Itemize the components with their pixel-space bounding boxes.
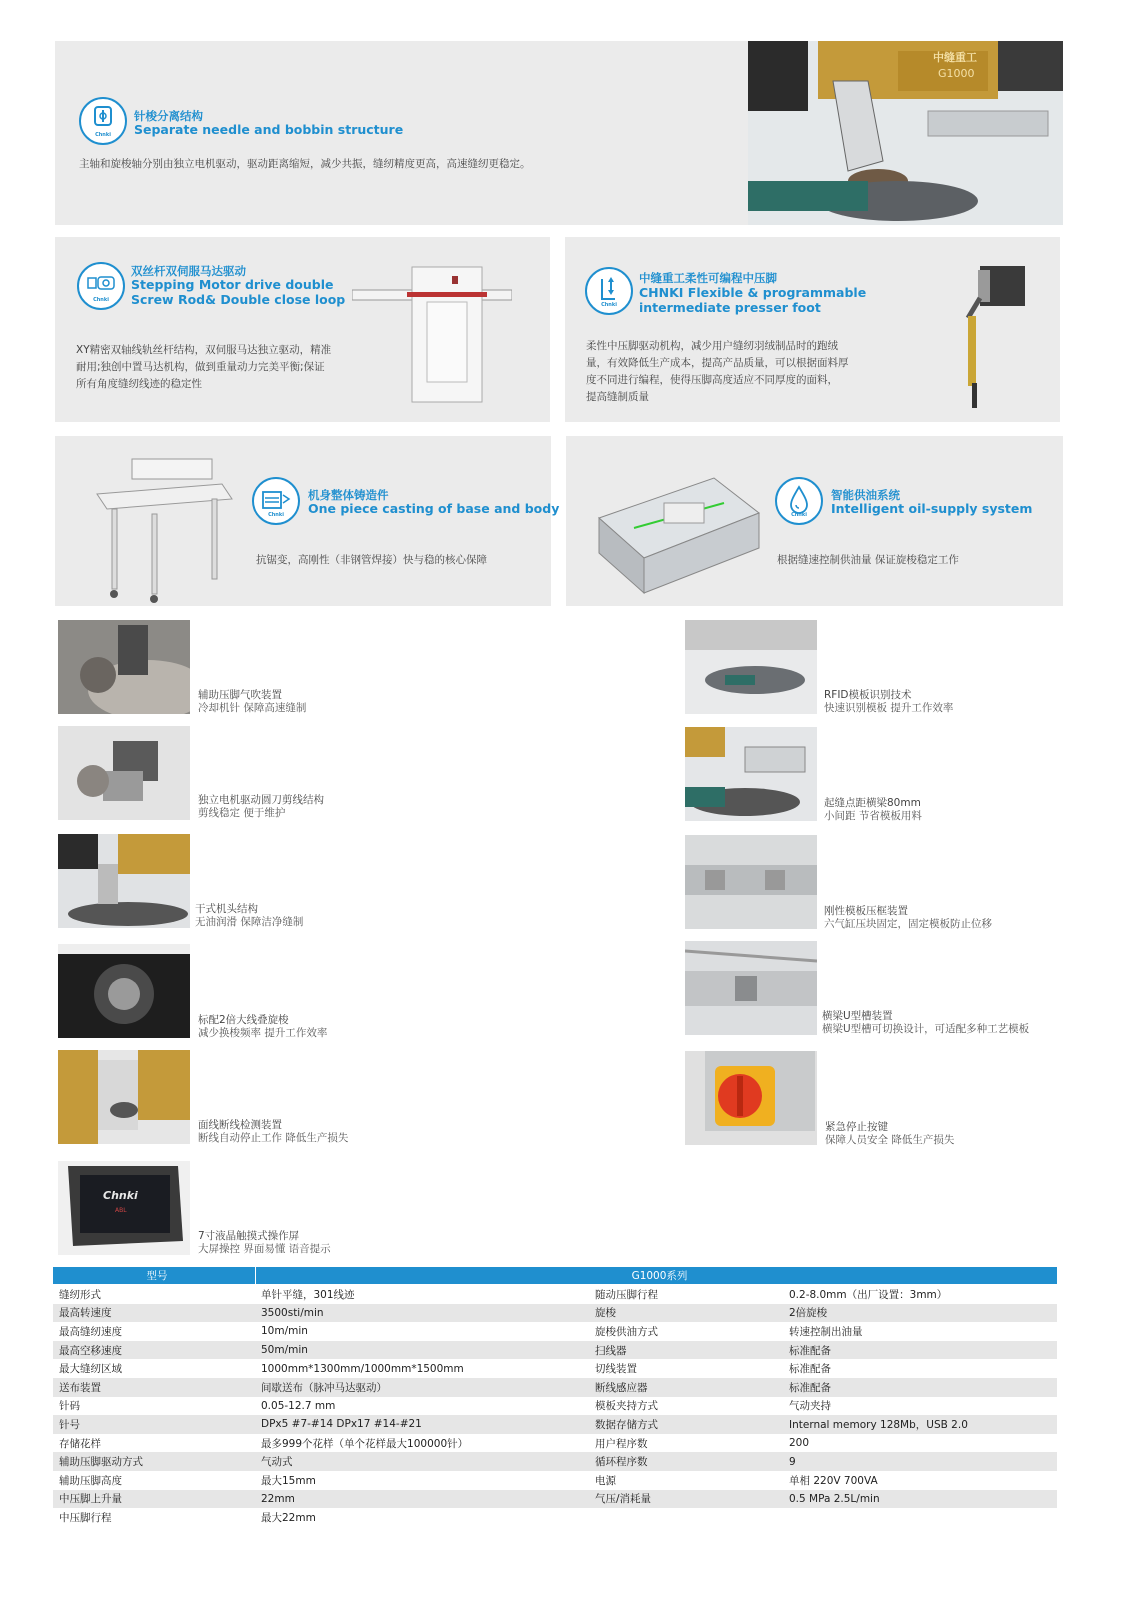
- start-point-title: 起缝点距横梁80mm: [824, 797, 921, 809]
- spec-label-cell: 辅助压脚驱动方式: [53, 1452, 255, 1471]
- spec-label-cell: 送布装置: [53, 1378, 255, 1397]
- spec-label-cell: 缝纫形式: [53, 1285, 255, 1304]
- spec-value-cell: 0.5 MPa 2.5L/min: [783, 1490, 1057, 1509]
- spec-label-cell: 电源: [589, 1471, 783, 1490]
- presser-foot-desc-4: 提高缝制质量: [586, 391, 649, 403]
- spec-value-cell: 1000mm*1300mm/1000mm*1500mm: [255, 1359, 589, 1378]
- u-groove-sub: 横梁U型槽可切换设计，可适配多种工艺模板: [822, 1023, 1030, 1035]
- needle-bobbin-title-zh: 针梭分离结构: [134, 109, 203, 123]
- spec-label-cell: 随动压脚行程: [589, 1285, 783, 1304]
- presser-foot-desc-3: 度不同进行编程，使得压脚高度适应不同厚度的面料，: [586, 374, 838, 386]
- emergency-stop-title: 紧急停止按键: [825, 1121, 888, 1133]
- machine-brand-label: 中缝重工: [933, 51, 977, 64]
- icon-brand-label: Chnki: [93, 297, 109, 303]
- spec-row: [53, 1322, 1057, 1341]
- spec-row: [53, 1359, 1057, 1378]
- spec-value-cell: 最大15mm: [255, 1471, 589, 1490]
- spec-table: [53, 1267, 1057, 1284]
- spec-value-cell: 3500sti/min: [255, 1304, 589, 1323]
- needle-bobbin-desc: 主轴和旋梭轴分别由独立电机驱动，驱动距离缩短，减少共振，缝纫精度更高，高速缝纫更稳定。: [79, 158, 531, 170]
- oil-drop-icon: [775, 477, 823, 525]
- spec-value-cell: [783, 1508, 1057, 1527]
- spec-table-body: [53, 1285, 1057, 1527]
- knife-cutter-title: 独立电机驱动圆刀剪线结构: [198, 794, 324, 806]
- spec-row: [53, 1285, 1057, 1304]
- oil-title-en: Intelligent oil-supply system: [831, 501, 1033, 516]
- screen-sub: ABL: [115, 1207, 127, 1214]
- spec-label-cell: 中压脚行程: [53, 1508, 255, 1527]
- machine-frame-photo: [92, 454, 237, 604]
- spec-label-cell: 循环程序数: [589, 1452, 783, 1471]
- spec-label-cell: 针号: [53, 1415, 255, 1434]
- machine-head-photo: [748, 41, 1063, 225]
- spec-label-cell: 旋梭供油方式: [589, 1322, 783, 1341]
- rotary-hook-sub: 减少换梭频率 提升工作效率: [198, 1027, 328, 1039]
- icon-brand-label: Chnki: [791, 512, 807, 518]
- screw-rod-desc-3: 所有角度缝纫线迹的稳定性: [76, 378, 202, 390]
- spec-row: [53, 1415, 1057, 1434]
- thumb-rotary-hook: [58, 944, 190, 1038]
- spec-label-cell: 旋梭: [589, 1304, 783, 1323]
- presser-foot-icon: [585, 267, 633, 315]
- spec-label-cell: 存储花样: [53, 1434, 255, 1453]
- needle-bobbin-title-en: Separate needle and bobbin structure: [134, 122, 404, 137]
- spec-value-cell: 200: [783, 1434, 1057, 1453]
- spec-value-cell: 50m/min: [255, 1341, 589, 1360]
- thumb-touch-screen: [58, 1161, 190, 1255]
- spec-label-cell: 针码: [53, 1397, 255, 1416]
- spec-label-cell: 切线装置: [589, 1359, 783, 1378]
- casting-desc: 抗锯变，高刚性（非钢管焊接）快与稳的核心保障: [256, 554, 487, 566]
- spec-value-cell: 标准配备: [783, 1378, 1057, 1397]
- spec-value-cell: 气动式: [255, 1452, 589, 1471]
- thumb-dry-head: [58, 834, 190, 928]
- casting-icon: [252, 477, 300, 525]
- spec-row: [53, 1434, 1057, 1453]
- screw-rod-desc-1: XY精密双轴线轨丝杆结构，双伺服马达独立驱动，精准: [76, 344, 332, 356]
- icon-brand-label: Chnki: [601, 302, 617, 308]
- thumb-clamp-frame: [685, 835, 817, 929]
- touch-screen-sub: 大屏操控 界面易懂 语音提示: [198, 1243, 331, 1255]
- spec-value-cell: 0.2-8.0mm（出厂设置：3mm）: [783, 1285, 1057, 1304]
- presser-foot-motor-photo: [950, 258, 1040, 413]
- spec-value-cell: Internal memory 128Mb，USB 2.0: [783, 1415, 1057, 1434]
- spec-value-cell: 最大22mm: [255, 1508, 589, 1527]
- spec-label-cell: 模板夹持方式: [589, 1397, 783, 1416]
- spec-value-cell: 单相 220V 700VA: [783, 1471, 1057, 1490]
- spec-value-cell: 0.05-12.7 mm: [255, 1397, 589, 1416]
- spec-row: [53, 1378, 1057, 1397]
- thumb-emergency-stop: [685, 1051, 817, 1145]
- spec-value-cell: 标准配备: [783, 1359, 1057, 1378]
- spec-label-cell: 最高缝纫速度: [53, 1322, 255, 1341]
- spec-value-cell: DPx5 #7-#14 DPx17 #14-#21: [255, 1415, 589, 1434]
- spec-value-cell: 22mm: [255, 1490, 589, 1509]
- spec-value-cell: 最多999个花样（单个花样最大100000针）: [255, 1434, 589, 1453]
- air-blow-sub: 冷却机针 保障高速缝制: [198, 702, 307, 714]
- xy-frame-photo: [352, 262, 512, 410]
- rfid-title: RFID模板识别技术: [824, 689, 912, 701]
- spec-row: [53, 1341, 1057, 1360]
- rfid-sub: 快速识别模板 提升工作效率: [824, 702, 954, 714]
- spec-row: [53, 1397, 1057, 1416]
- thumb-rfid: [685, 620, 817, 714]
- presser-foot-title-zh: 中缝重工柔性可编程中压脚: [639, 271, 777, 285]
- screw-rod-icon: [77, 262, 125, 310]
- screw-rod-title-en-1: Stepping Motor drive double: [131, 277, 334, 292]
- dry-head-sub: 无油润滑 保障洁净缝制: [195, 916, 304, 928]
- thumb-air-blow: [58, 620, 190, 714]
- presser-foot-desc-2: 量，有效降低生产成本，提高产品质量，可以根据面料厚: [586, 357, 849, 369]
- spec-label-cell: 用户程序数: [589, 1434, 783, 1453]
- thread-break-title: 面线断线检测装置: [198, 1119, 282, 1131]
- machine-model-label: G1000: [938, 67, 975, 80]
- thumb-thread-break: [58, 1050, 190, 1144]
- oil-desc: 根据缝速控制供油量 保证旋梭稳定工作: [777, 554, 959, 566]
- spec-label-cell: 辅助压脚高度: [53, 1471, 255, 1490]
- icon-brand-label: Chnki: [95, 132, 111, 138]
- spec-table-header: [53, 1267, 1057, 1284]
- oil-system-photo: [594, 458, 764, 600]
- knife-cutter-sub: 剪线稳定 便于维护: [198, 807, 286, 819]
- spec-header-label: 型号: [53, 1267, 256, 1284]
- casting-title-en: One piece casting of base and body: [308, 501, 560, 516]
- screw-rod-desc-2: 耐用;独创中置马达机构，做到重量动力完美平衡;保证: [76, 361, 325, 373]
- spec-label-cell: 数据存储方式: [589, 1415, 783, 1434]
- spec-value-cell: 标准配备: [783, 1341, 1057, 1360]
- screw-rod-title-en-2: Screw Rod& Double close loop: [131, 292, 346, 307]
- spec-value-cell: 气动夹持: [783, 1397, 1057, 1416]
- oil-title-zh: 智能供油系统: [831, 488, 900, 502]
- spec-value-cell: 2倍旋梭: [783, 1304, 1057, 1323]
- dry-head-title: 干式机头结构: [195, 903, 258, 915]
- thumb-knife-cutter: [58, 726, 190, 820]
- rotary-hook-title: 标配2倍大线叠旋梭: [198, 1014, 289, 1026]
- spec-label-cell: [589, 1508, 783, 1527]
- touch-screen-title: 7寸液晶触摸式操作屏: [198, 1230, 300, 1242]
- spec-label-cell: 最大缝纫区域: [53, 1359, 255, 1378]
- spec-label-cell: 最高空移速度: [53, 1341, 255, 1360]
- spec-label-cell: 气压/消耗量: [589, 1490, 783, 1509]
- start-point-sub: 小间距 节省模板用料: [824, 810, 922, 822]
- spec-label-cell: 扫线器: [589, 1341, 783, 1360]
- presser-foot-title-en-1: CHNKI Flexible & programmable: [639, 285, 867, 300]
- emergency-stop-sub: 保障人员安全 降低生产损失: [825, 1134, 955, 1146]
- spec-value-cell: 单针平缝，301线迹: [255, 1285, 589, 1304]
- presser-foot-desc-1: 柔性中压脚驱动机构，减少用户缝纫羽绒制品时的跑绒: [586, 340, 838, 352]
- spec-header-value: G1000系列: [256, 1267, 1058, 1284]
- clamp-frame-title: 刚性模板压框装置: [824, 905, 908, 917]
- spec-row: [53, 1471, 1057, 1490]
- spec-value-cell: 9: [783, 1452, 1057, 1471]
- presser-foot-title-en-2: intermediate presser foot: [639, 300, 821, 315]
- screen-logo: Chnki: [103, 1189, 138, 1202]
- spec-row: [53, 1452, 1057, 1471]
- u-groove-title: 横梁U型槽装置: [822, 1010, 893, 1022]
- icon-brand-label: Chnki: [268, 512, 284, 518]
- thumb-start-point: [685, 727, 817, 821]
- spec-value-cell: 转速控制出油量: [783, 1322, 1057, 1341]
- spec-row: [53, 1490, 1057, 1509]
- spec-row: [53, 1508, 1057, 1527]
- screw-rod-title-zh: 双丝杆双伺服马达驱动: [131, 264, 246, 278]
- spec-row: [53, 1304, 1057, 1323]
- spec-value-cell: 间歇送布（脉冲马达驱动）: [255, 1378, 589, 1397]
- spec-label-cell: 中压脚上升量: [53, 1490, 255, 1509]
- spec-label-cell: 断线感应器: [589, 1378, 783, 1397]
- needle-bobbin-icon: [79, 97, 127, 145]
- thumb-u-groove: [685, 941, 817, 1035]
- clamp-frame-sub: 六气缸压块固定，固定模板防止位移: [824, 918, 992, 930]
- casting-title-zh: 机身整体铸造件: [308, 488, 389, 502]
- air-blow-title: 辅助压脚气吹装置: [198, 689, 282, 701]
- spec-value-cell: 10m/min: [255, 1322, 589, 1341]
- spec-label-cell: 最高转速度: [53, 1304, 255, 1323]
- thread-break-sub: 断线自动停止工作 降低生产损失: [198, 1132, 349, 1144]
